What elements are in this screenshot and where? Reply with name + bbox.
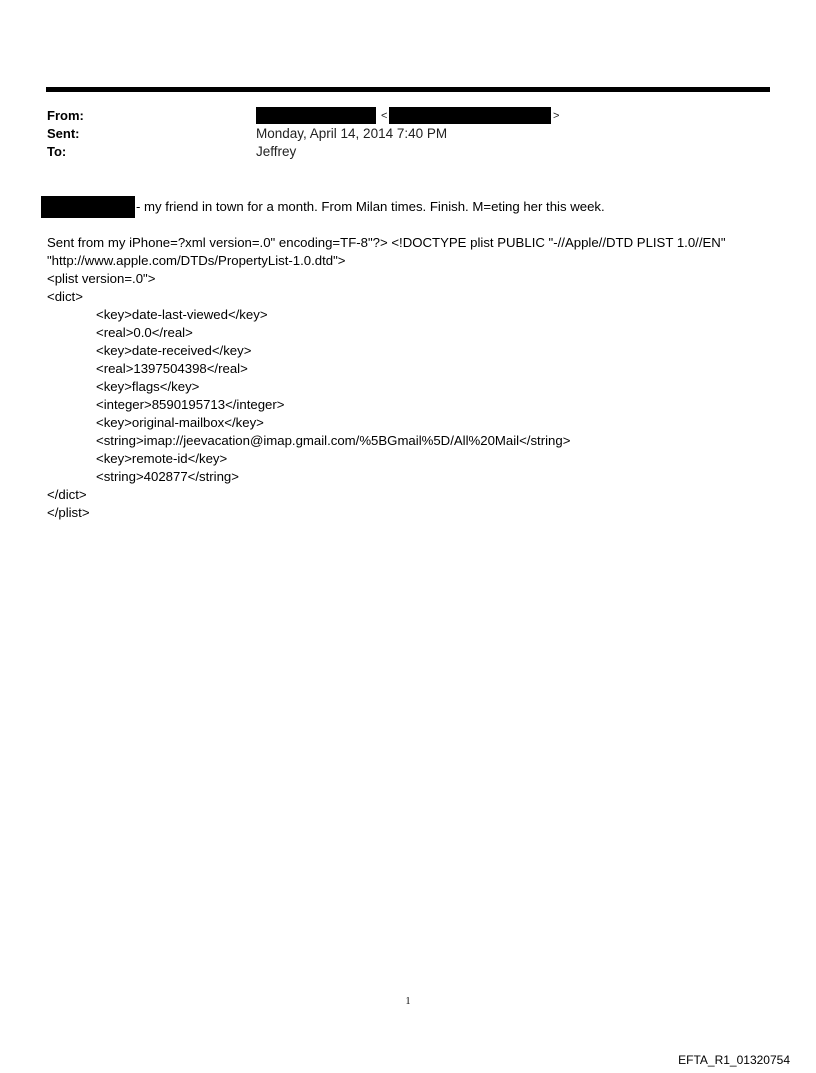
document-id: EFTA_R1_01320754 xyxy=(678,1053,790,1067)
to-value: Jeffrey xyxy=(256,144,297,159)
plist-line: <real>0.0</real> xyxy=(96,325,193,340)
from-close-bracket: > xyxy=(553,110,560,122)
from-open-bracket: < xyxy=(381,110,388,122)
sent-label: Sent: xyxy=(47,126,80,141)
sent-value: Monday, April 14, 2014 7:40 PM xyxy=(256,126,448,141)
plist-line: <real>1397504398</real> xyxy=(96,361,248,376)
plist-line: <integer>8590195713</integer> xyxy=(96,397,285,412)
redacted-sender-name xyxy=(256,107,376,124)
message-text: - my friend in town for a month. From Milan times. Finish. M=eting her this week. xyxy=(136,199,605,214)
to-label: To: xyxy=(47,144,67,159)
page-number: 1 xyxy=(405,996,411,1007)
plist-line: <string>402877</string> xyxy=(96,469,239,484)
from-label: From: xyxy=(47,108,84,123)
plist-line: Sent from my iPhone=?xml version=.0" encoding=TF-8"?> <!DOCTYPE plist PUBLIC "-//Apple//DTD PLIST 1.0//EN" xyxy=(47,235,726,250)
plist-line: <key>flags</key> xyxy=(96,379,200,394)
plist-line: </dict> xyxy=(47,487,87,502)
plist-line: <plist version=.0"> xyxy=(47,271,156,286)
plist-line: <string>imap://jeevacation@imap.gmail.com/%5BGmail%5D/All%20Mail</string> xyxy=(96,433,571,448)
plist-line: <dict> xyxy=(47,289,83,304)
redacted-person-name xyxy=(41,196,135,218)
plist-line: <key>remote-id</key> xyxy=(96,451,228,466)
plist-line: <key>date-last-viewed</key> xyxy=(96,307,268,322)
redacted-sender-email xyxy=(389,107,551,124)
plist-line: </plist> xyxy=(47,505,90,520)
header-rule xyxy=(46,87,770,92)
plist-line: <key>original-mailbox</key> xyxy=(96,415,264,430)
plist-line: <key>date-received</key> xyxy=(96,343,252,358)
plist-line: "http://www.apple.com/DTDs/PropertyList-1.0.dtd"> xyxy=(47,253,346,268)
